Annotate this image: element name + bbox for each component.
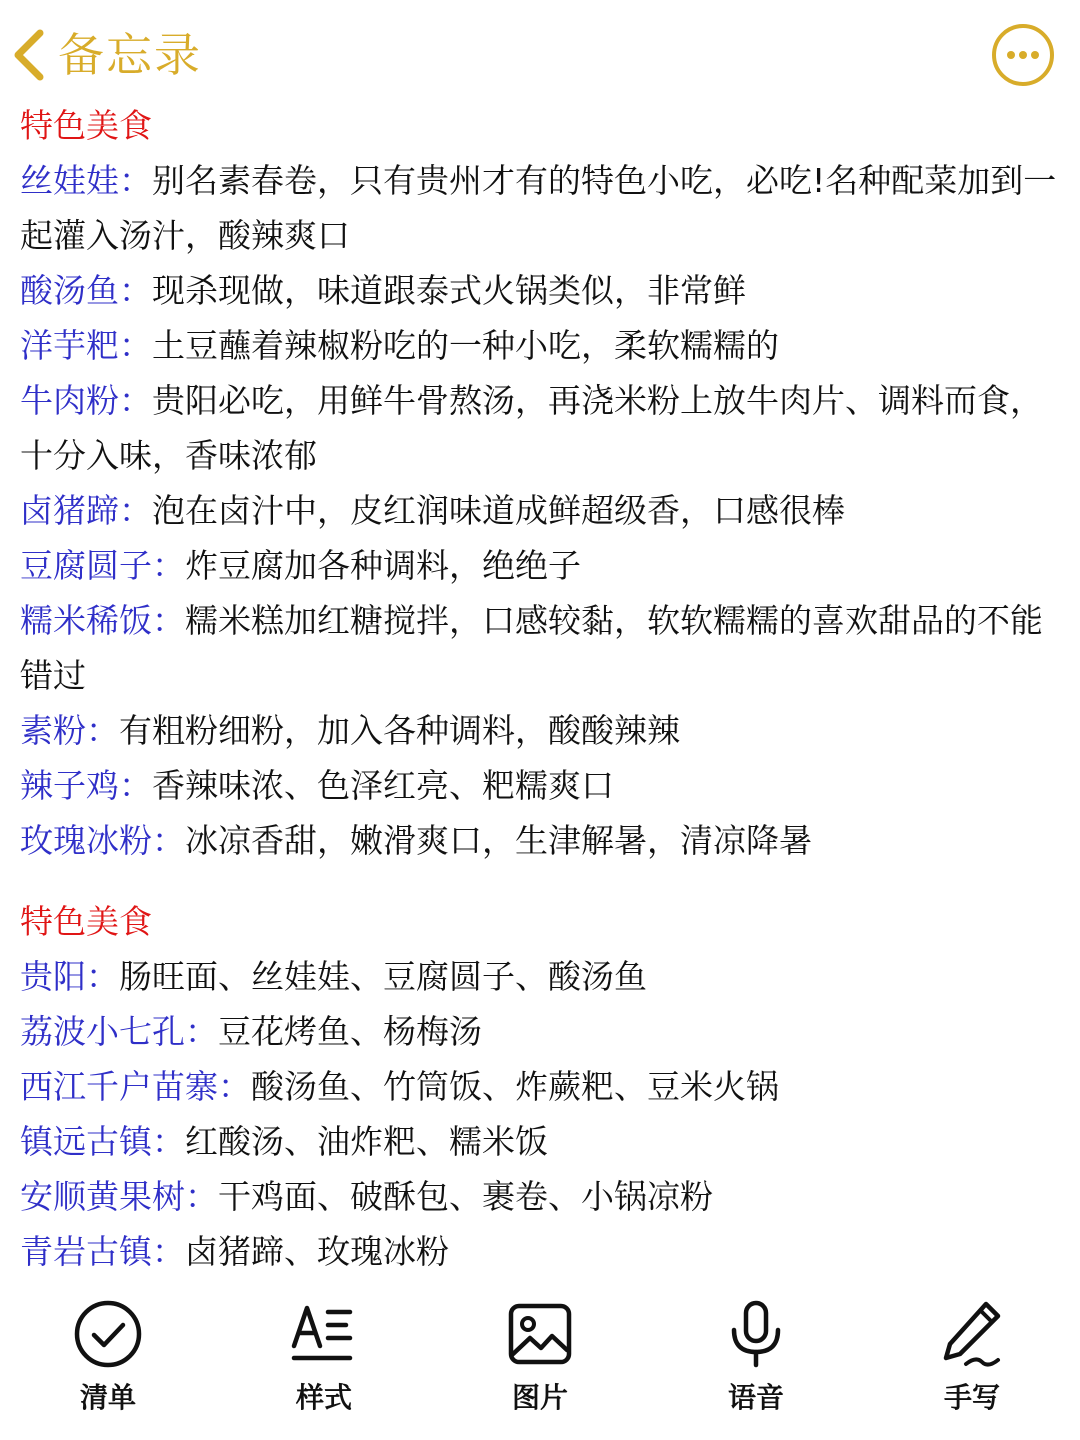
entry-desc: 干鸡面、破酥包、裹卷、小锅凉粉 (218, 1177, 713, 1216)
bottom-toolbar (0, 1290, 1080, 1430)
entry-name: 西江千户苗寨： (20, 1067, 251, 1106)
style-label: 样式 (295, 1381, 352, 1414)
voice-label: 语音 (727, 1381, 784, 1414)
entry-desc: 卤猪蹄、玫瑰冰粉 (185, 1232, 449, 1271)
entry-item (20, 263, 1070, 318)
entry-name: 辣子鸡： (20, 766, 152, 805)
entry-item (20, 703, 1070, 758)
entry-name: 糯米稀饭： (20, 601, 185, 640)
entry-name: 荔波小七孔： (20, 1012, 218, 1051)
chevron-left-icon (10, 27, 46, 83)
entry-item (20, 373, 1070, 483)
entry-name: 素粉： (20, 711, 119, 750)
entry-name: 镇远古镇： (20, 1122, 185, 1161)
image-button[interactable] (470, 1298, 610, 1418)
checklist-label: 清单 (79, 1381, 136, 1414)
voice-button[interactable] (686, 1298, 826, 1418)
section-title: 特色美食 (20, 106, 152, 145)
food-section (20, 98, 1070, 868)
entry-desc: 香辣味浓、色泽红亮、粑糯爽口 (152, 766, 614, 805)
entry-desc: 现杀现做，味道跟泰式火锅类似，非常鲜 (152, 271, 746, 310)
region-food-section (20, 894, 1070, 1279)
entry-desc: 红酸汤、油炸粑、糯米饭 (185, 1122, 548, 1161)
entry-desc: 有粗粉细粉，加入各种调料，酸酸辣辣 (119, 711, 680, 750)
section-divider (20, 868, 1070, 894)
more-button[interactable] (990, 22, 1056, 88)
entry-item (20, 593, 1070, 703)
entry-name: 卤猪蹄： (20, 491, 152, 530)
entry-item (20, 1059, 1070, 1114)
entry-desc: 酸汤鱼、竹筒饭、炸蕨粑、豆米火锅 (251, 1067, 779, 1106)
checklist-button[interactable] (38, 1298, 178, 1418)
handwrite-button[interactable] (902, 1298, 1042, 1418)
entry-desc: 土豆蘸着辣椒粉吃的一种小吃，柔软糯糯的 (152, 326, 779, 365)
entry-desc: 贵阳必吃，用鲜牛骨熬汤，再浇米粉上放牛肉片、调料而食，十分入味，香味浓郁 (20, 381, 1043, 475)
style-button[interactable] (254, 1298, 394, 1418)
entry-item (20, 1114, 1070, 1169)
entry-name: 牛肉粉： (20, 381, 152, 420)
note-content[interactable] (20, 98, 1070, 1279)
entry-item (20, 813, 1070, 868)
entry-name: 洋芋粑： (20, 326, 152, 365)
microphone-icon (720, 1298, 792, 1370)
entry-name: 酸汤鱼： (20, 271, 152, 310)
entry-desc: 冰凉香甜，嫩滑爽口，生津解暑，清凉降暑 (185, 821, 812, 860)
header-title: 备忘录 (58, 28, 202, 82)
entry-item (20, 758, 1070, 813)
entry-item (20, 949, 1070, 1004)
entry-name: 丝娃娃： (20, 161, 152, 200)
entry-desc: 泡在卤汁中，皮红润味道成鲜超级香，口感很棒 (152, 491, 845, 530)
image-label: 图片 (511, 1381, 568, 1414)
entry-item (20, 1224, 1070, 1279)
handwrite-label: 手写 (943, 1381, 1000, 1414)
section-title: 特色美食 (20, 902, 152, 941)
entry-name: 玫瑰冰粉： (20, 821, 185, 860)
entry-item (20, 483, 1070, 538)
entry-desc: 糯米糕加红糖搅拌，口感较黏，软软糯糯的喜欢甜品的不能错过 (20, 601, 1043, 695)
more-dots-icon (990, 22, 1056, 88)
back-button[interactable] (10, 20, 202, 90)
entry-desc: 别名素春卷，只有贵州才有的特色小吃，必吃!名种配菜加到一起灌入汤汁，酸辣爽口 (20, 161, 1057, 255)
entry-item (20, 153, 1070, 263)
entry-item (20, 318, 1070, 373)
text-style-icon (288, 1298, 360, 1370)
entry-name: 豆腐圆子： (20, 546, 185, 585)
entry-desc: 豆花烤鱼、杨梅汤 (218, 1012, 482, 1051)
image-icon (504, 1298, 576, 1370)
app-header (0, 0, 1080, 104)
entry-desc: 炸豆腐加各种调料，绝绝子 (185, 546, 581, 585)
entry-desc: 肠旺面、丝娃娃、豆腐圆子、酸汤鱼 (119, 957, 647, 996)
entry-name: 安顺黄果树： (20, 1177, 218, 1216)
entry-item (20, 1004, 1070, 1059)
entry-item (20, 538, 1070, 593)
pen-icon (936, 1298, 1008, 1370)
entry-name: 青岩古镇： (20, 1232, 185, 1271)
entry-name: 贵阳： (20, 957, 119, 996)
entry-item (20, 1169, 1070, 1224)
check-circle-icon (72, 1298, 144, 1370)
